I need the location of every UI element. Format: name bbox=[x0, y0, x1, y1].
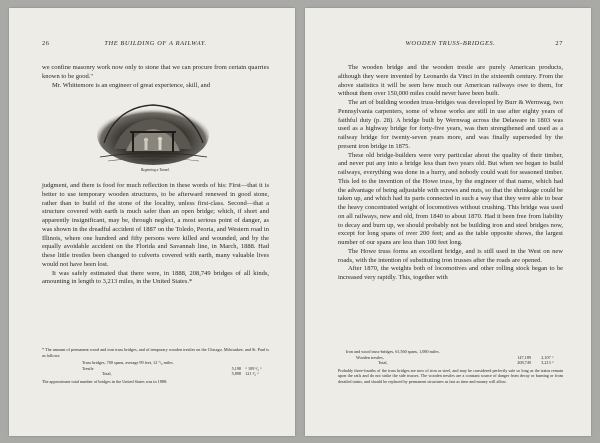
running-head-title-right: WOODEN TRUSS-BRIDGES. bbox=[405, 40, 496, 47]
table-row: Total, 5,898 121 ¹⁄₂ “ bbox=[102, 371, 259, 377]
paragraph: judgment, and there is food for much reflection in these words of his: First—that it is better to use temporary wooden structures, to be afterward renewed in good stone, rather than to build of the stone of the locality, unless first-class. Second—that a structure covered with earth is much safer than an open bridge; which, if short and apparently insignificant, may be, through neglect, a most serious point of danger, as was shown in the dreadful accident of 1887 on the Toledo, Peoria, and Western road in Illinois, where one hundred and fifty persons were killed and wounded, and by the equally avoidable accident on the Florida and Savannah line, in March, 1888. Had these little trestles been changed to culverts covered with earth, many valuable lives would not have been lost. bbox=[42, 182, 269, 268]
table-row: Truss bridges, 700 spans, average 99 feet, 12 °/₀ miles. bbox=[82, 360, 174, 366]
paragraph: After 1870, the weights both of locomotives and other rolling stock began to be increased very rapidly. This, together with bbox=[338, 265, 563, 281]
table-row: Trestle 5,198 “ 109 ¹⁄₂ “ bbox=[82, 365, 262, 371]
left-body-text bbox=[42, 182, 269, 287]
right-footnote bbox=[338, 347, 563, 385]
footnote-outro: The approximate total number of bridges in the United States was in 1888: bbox=[42, 378, 168, 384]
paragraph: we confine masonry work now only to stone that we can procure from certain quarries known to be good." bbox=[42, 64, 269, 80]
paragraph: The Howe truss forms an excellent bridge, and is still used in the West on new roads, with the intention of substituting iron trusses after the roads are opened. bbox=[338, 247, 563, 264]
paragraph: Mr. Whittemore is an engineer of great experience, skill, and bbox=[52, 81, 210, 89]
page-number-right: 27 bbox=[555, 40, 563, 47]
footnote-table bbox=[42, 360, 269, 377]
paragraph: It was safely estimated that there were, in 1888, 208,749 bridges of all kinds, amounting in length to 3,213 miles, in the United States.* bbox=[42, 269, 269, 286]
running-head-title-left: THE BUILDING OF A RAILWAY. bbox=[104, 40, 207, 47]
paragraph: The art of building wooden truss-bridges was developed by Burr & Wernwag, two Pennsylvania carpenters, some of whose works are still in use after eighty years of faithful duty (p. 28). A bridge built by Wernwag across the Delaware in 1803 was used as a highway bridge for forty-five years, was then strengthened and used as a railway bridge for twenty-seven years more, and was finally superseded by the present iron bridge in 1875. bbox=[338, 99, 563, 150]
paragraph: These old bridge-builders were very particular about the quality of their timber, and never put any into a bridge less than two years old. But when we began to build railways, everything was done in a hurry, and nobody could wait for seasoned timber. This led to the invention of the Howe truss, by the engineer of that name, which had the advantage of being adjustable with screws and nuts, so that the shrinkage could be taken up, and which had its parts connected in such a way that they were able to bear the heavy concentrated weight of locomotives without crushing. This bridge was used on all railways, new and old, from 1840 to about 1870. Had it been free from liability to decay and burn up, we should probably not be building iron and steel bridges now, except for long spans of over 200 feet; and as the table opposite shows, the largest number of our spans are less than 100 feet long. bbox=[338, 151, 563, 246]
right-page bbox=[305, 8, 591, 436]
left-footnote bbox=[42, 347, 269, 385]
footnote-text: Probably three-fourths of the truss bridges are now of iron or steel, and may be considered perfectly safe so long as the trains remain upon the rails and do not strike the side trusses. The wooden trestles are a constant source of danger from decay or burning or from derailed trains, and should be replaced by permanent structures as fast as time and money will allow. bbox=[338, 367, 563, 384]
left-top-text bbox=[42, 64, 269, 90]
table-row: Wooden trestles, 147,189 2,107 “ bbox=[356, 354, 554, 360]
tunnel-illustration bbox=[96, 99, 211, 165]
footnote-intro: * The amount of permanent wood and iron truss bridges, and of temporary wooden trestles on the Chicago, Milwaukee, and St. Paul is as follows: bbox=[42, 347, 269, 358]
paragraph: The wooden bridge and the wooden trestle are purely American products, although they were invented by Leonardo da Vinci in the sixteenth century. From the above statistics it will be seen how much our American railways owe to them, for without them over 150,000 miles could never have been built. bbox=[338, 64, 563, 98]
running-head-right bbox=[338, 40, 563, 50]
running-head-left bbox=[42, 40, 269, 50]
left-page bbox=[9, 8, 295, 436]
page-number-left: 26 bbox=[42, 40, 50, 47]
right-body-text bbox=[338, 64, 563, 283]
footnote-table bbox=[338, 349, 563, 366]
table-row: Iron and wood truss-bridges, 61,560 spans, 1,080 miles. bbox=[346, 349, 440, 354]
illustration-caption: Beginning a Tunnel. bbox=[140, 168, 171, 172]
table-row: Total, 208,749 3,213 “ bbox=[378, 360, 554, 366]
